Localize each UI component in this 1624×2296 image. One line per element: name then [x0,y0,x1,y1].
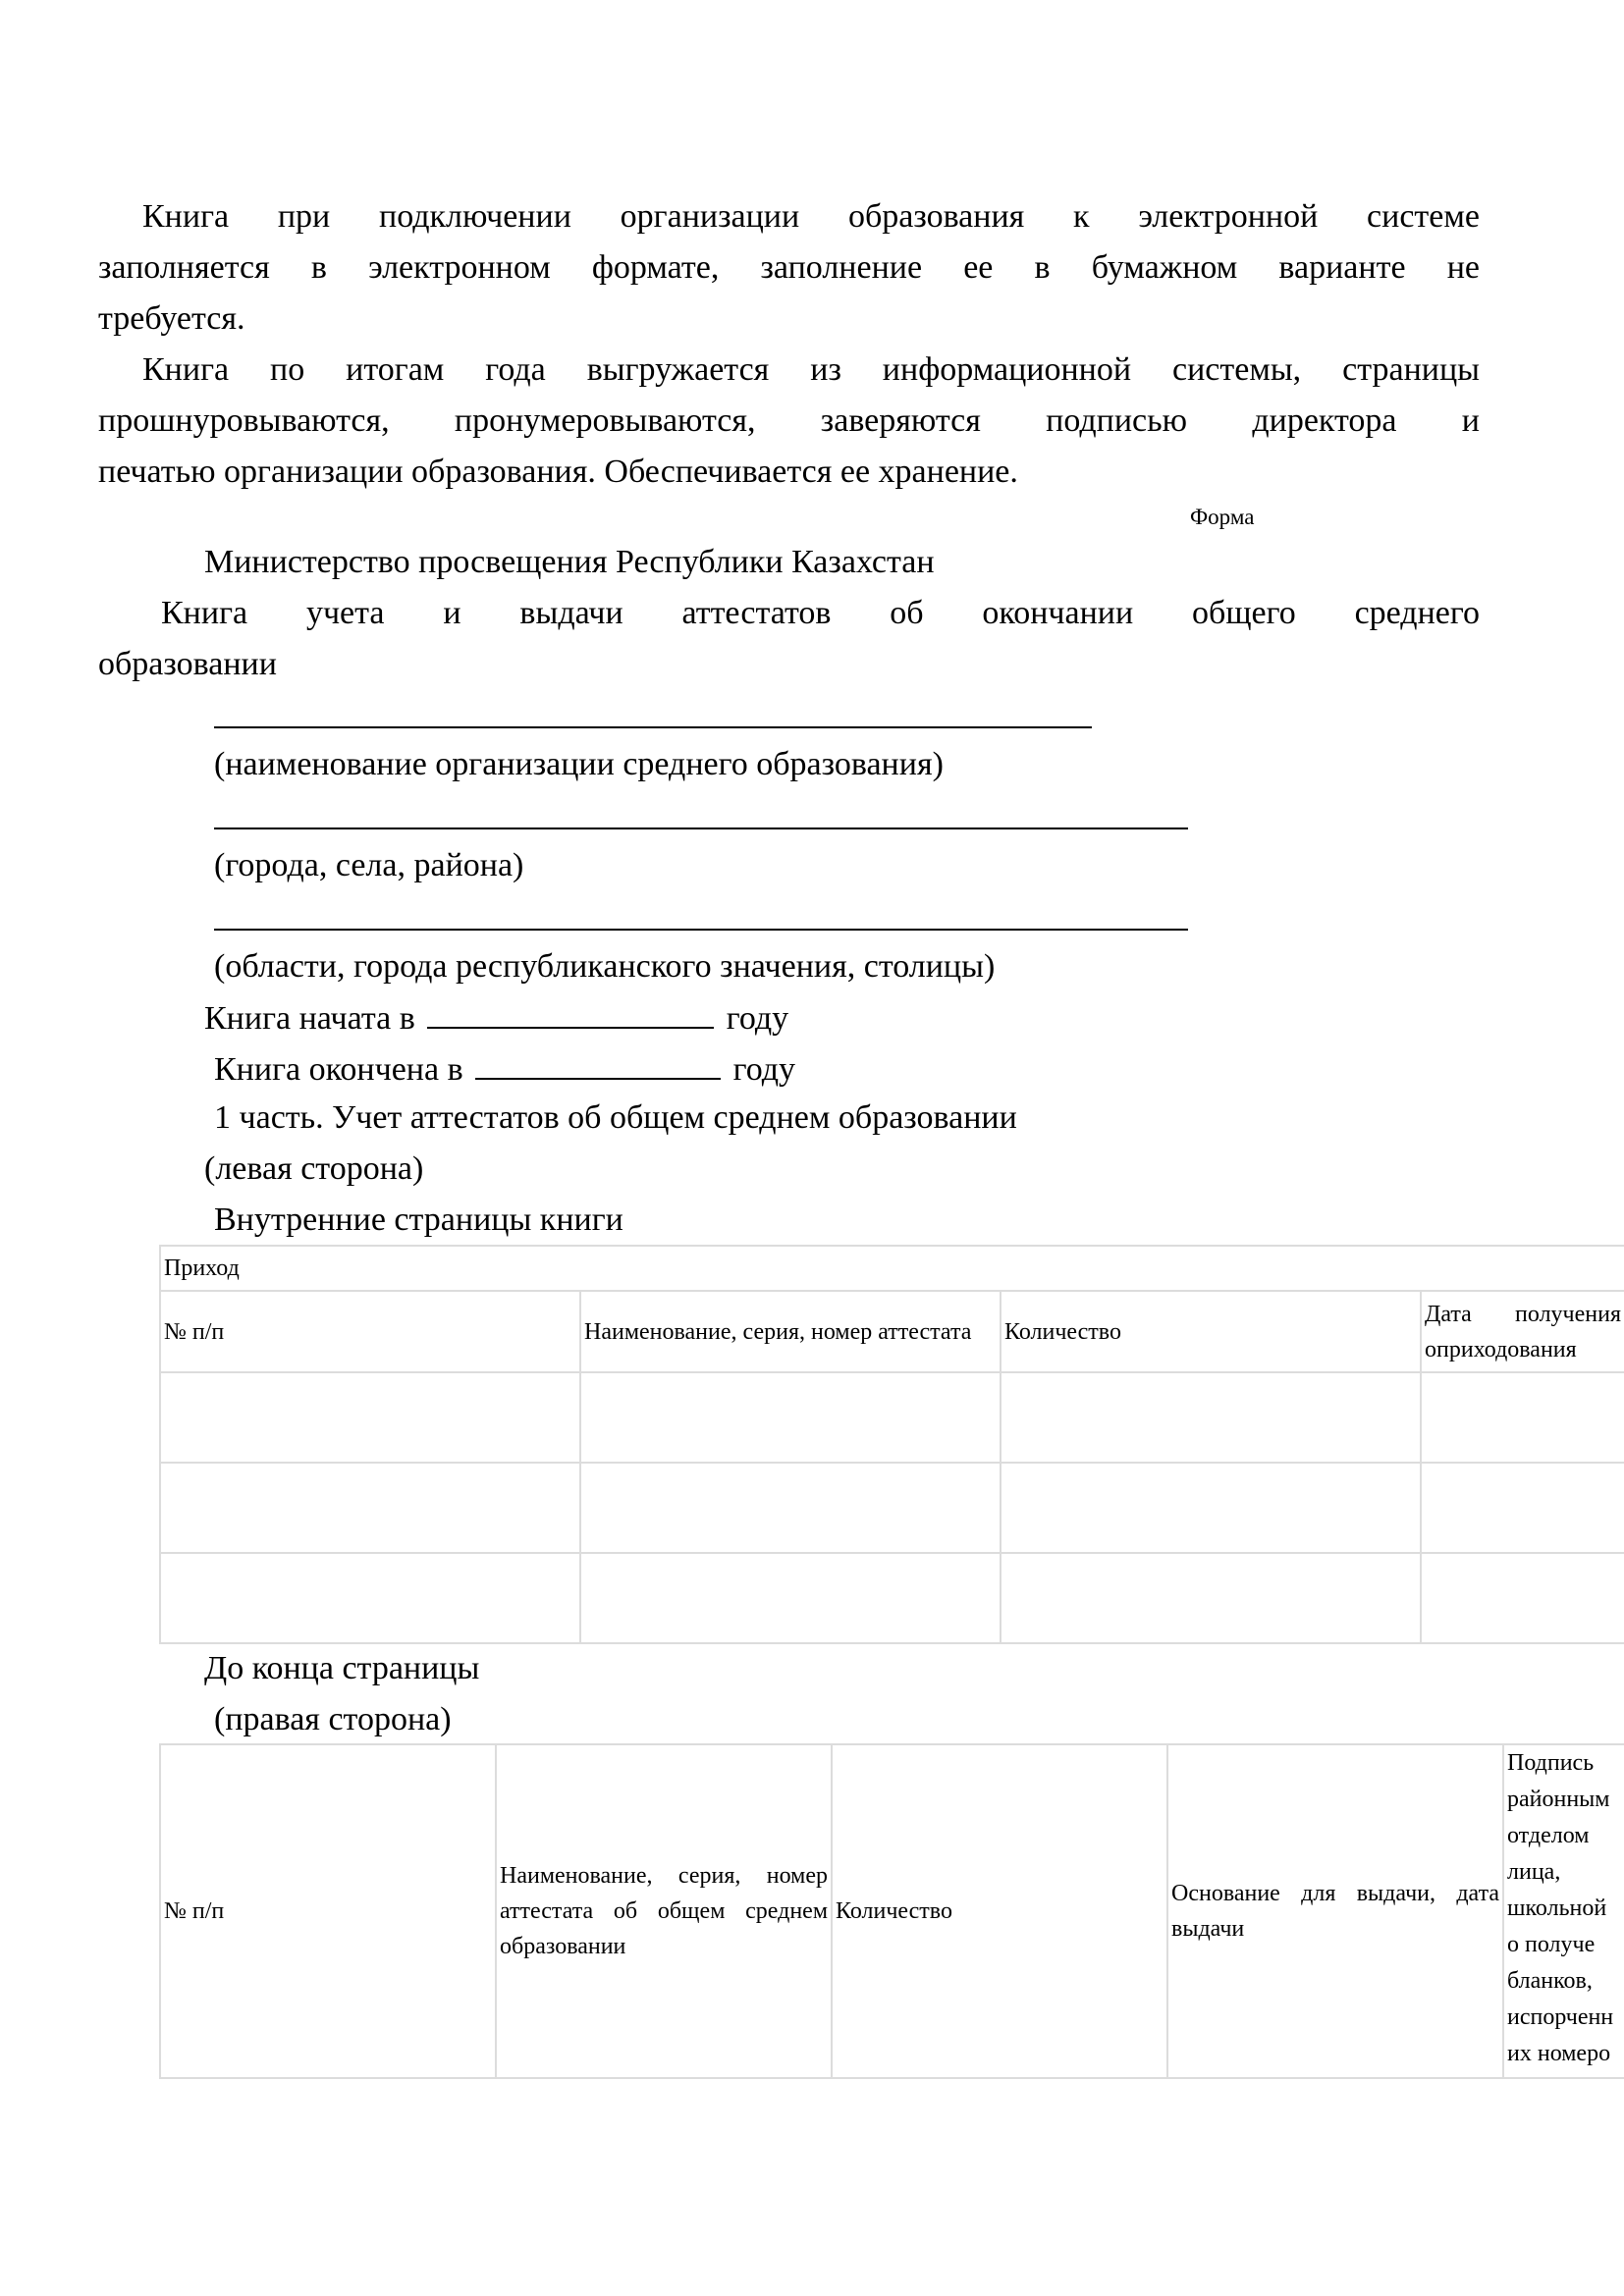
table-left-col-number: № п/п [160,1291,580,1372]
table-right-col-signature [1503,1744,1624,2078]
book-ended-label: Книга окончена в [214,1051,463,1088]
form-label: Форма [1190,505,1255,529]
table-cell[interactable] [580,1372,1001,1463]
city-blank-line[interactable] [214,828,1188,829]
table-cell[interactable] [1421,1553,1624,1643]
table-right-wrapper [159,1743,1624,2081]
table-cell[interactable] [1001,1463,1421,1553]
table-left [159,1245,1624,1644]
table-right-col-number: № п/п [160,1744,496,2078]
intro-p1-line1-text: Книга при подключении организации образования к электронной системе [142,198,1480,235]
book-started-label: Книга начата в [204,1000,415,1037]
ministry-name: Министерство просвещения Республики Казахстан [204,544,935,580]
table-right [159,1743,1624,2079]
table-left-col-date [1421,1291,1624,1372]
table-cell[interactable] [160,1463,580,1553]
table-cell[interactable] [160,1553,580,1643]
table-right-col-signature-line: школьной [1507,1896,1607,1921]
org-name-caption: (наименование организации среднего образования) [214,746,944,782]
book-started-suffix: году [726,1000,789,1037]
table-left-group-header: Приход [160,1246,1624,1291]
intro-p2-line1 [98,353,1480,387]
table-left-col-name: Наименование, серия, номер аттестата [580,1291,1001,1372]
table-left-group-row [160,1246,1624,1291]
table-right-header-row [160,1744,1624,2078]
intro-p1-line3: требуется. [98,300,245,337]
book-started-row [204,999,788,1036]
region-caption: (области, города республиканского значения, столицы) [214,948,996,985]
intro-p1-line2: заполняется в электронном формате, заполнение ее в бумажном варианте не [98,249,1480,286]
intro-p2-line3: печатью организации образования. Обеспечивается ее хранение. [98,454,1018,490]
table-right-col-signature-lines [1507,1745,1624,2072]
right-side-label: (правая сторона) [214,1701,452,1737]
book-title-line1-text: Книга учета и выдачи аттестатов об окончании общего среднего [161,595,1480,631]
org-name-blank-line[interactable] [214,726,1092,728]
book-started-year-field[interactable] [427,999,714,1029]
intro-p2-line2: прошнуровываются, пронумеровываются, заверяются подписью директора и [98,402,1480,439]
table-right-col-name: Наименование, серия, номер аттестата об общем среднем образовании [496,1744,832,2078]
table-right-col-signature-line: отделом [1507,1823,1590,1848]
table-left-wrapper [159,1245,1624,1647]
table-right-col-signature-line: районным [1507,1787,1610,1812]
book-title-line1 [98,597,1480,630]
table-cell[interactable] [580,1463,1001,1553]
table-cell[interactable] [1001,1372,1421,1463]
table-right-col-signature-line: их номеро [1507,2041,1611,2066]
table-right-col-quantity: Количество [832,1744,1167,2078]
to-page-end-label: До конца страницы [204,1650,480,1686]
table-left-header-row [160,1291,1624,1372]
table-right-col-basis: Основание для выдачи, дата выдачи [1167,1744,1503,2078]
table-right-col-signature-line: лица, [1507,1859,1561,1885]
inner-pages-label: Внутренние страницы книги [214,1201,623,1238]
book-ended-suffix: году [732,1051,796,1088]
table-cell[interactable] [580,1553,1001,1643]
table-left-col-date-text: Дата получения оприходования [1425,1301,1621,1362]
table-left-col-quantity: Количество [1001,1291,1421,1372]
city-caption: (города, села, района) [214,847,524,883]
part1-title: 1 часть. Учет аттестатов об общем среднем образовании [214,1099,1017,1136]
table-row [160,1553,1624,1643]
book-title-line2: образовании [98,646,277,682]
left-side-label: (левая сторона) [204,1150,424,1187]
table-row [160,1463,1624,1553]
table-right-col-signature-line: о получе [1507,1932,1596,1957]
table-row [160,1372,1624,1463]
table-cell[interactable] [1001,1553,1421,1643]
book-ended-row [214,1050,795,1087]
table-right-col-signature-line: испорченн [1507,2004,1614,2030]
table-right-col-signature-line: бланков, [1507,1968,1593,1994]
table-right-col-signature-line: Подпись [1507,1750,1595,1776]
table-cell[interactable] [1421,1372,1624,1463]
table-cell[interactable] [160,1372,580,1463]
intro-p1-line1 [98,200,1480,234]
intro-p2-line1-text: Книга по итогам года выгружается из информационной системы, страницы [142,351,1480,388]
table-cell[interactable] [1421,1463,1624,1553]
book-ended-year-field[interactable] [475,1050,721,1080]
region-blank-line[interactable] [214,929,1188,931]
